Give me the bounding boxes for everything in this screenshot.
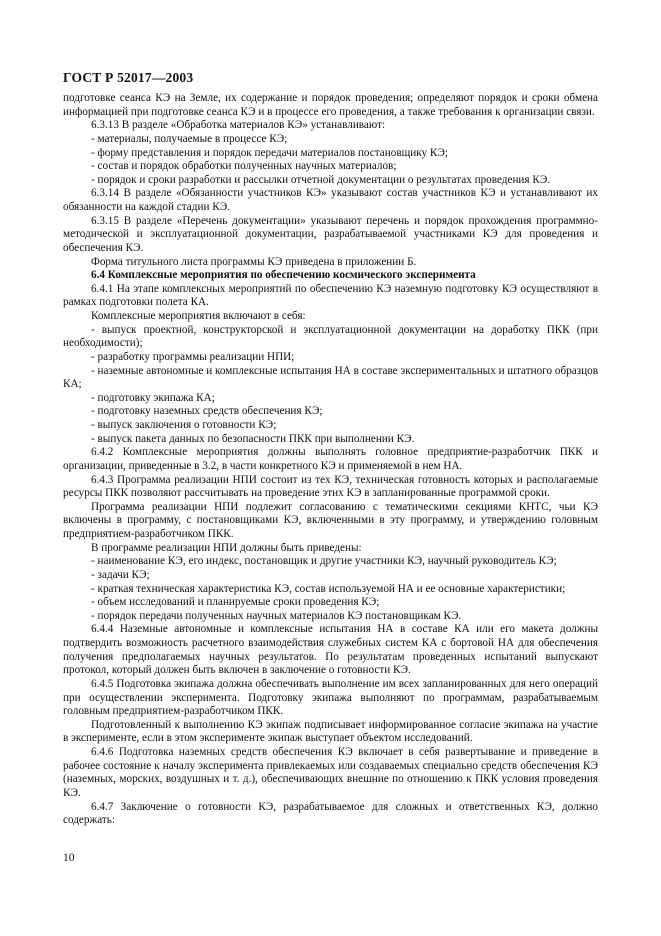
paragraph: 6.4.1 На этапе комплексных мероприятий по обеспечению КЭ наземную подготовку КЭ осуществляют в рамках подготовки полета КА. bbox=[63, 282, 598, 309]
paragraph: - порядок передачи полученных научных материалов КЭ постановщикам КЭ. bbox=[91, 609, 462, 622]
paragraph: Форма титульного листа программы КЭ приведена в приложении Б. bbox=[91, 255, 417, 268]
paragraph: 6.3.15 В разделе «Перечень документации» указывают перечень и порядок прохождения программно-методической и эксплуатационной документации, разрабатываемой участниками КЭ для проведения и обеспечения КЭ. bbox=[63, 214, 598, 254]
paragraph: - порядок и сроки разработки и рассылки отчетной документации о результатах проведения КЭ. bbox=[91, 173, 551, 186]
paragraph: 6.3.13 В разделе «Обработка материалов КЭ» устанавливают: bbox=[91, 119, 386, 132]
paragraph: 6.4.2 Комплексные мероприятия должны выполнять головное предприятие-разработчик ПКК и организации, приведенные в 3.2, в части конкретного КЭ и применяемой в нем НА. bbox=[63, 446, 598, 472]
paragraph: Программа реализации НПИ подлежит согласованию с тематическими секциями КНТС, чьи КЭ включены в программу, с постановщиками КЭ, включенными в эту программу, и утверждению головным предприятием-разработчиком ПКК. bbox=[63, 500, 598, 540]
page-header: ГОСТ Р 52017—2003 bbox=[63, 70, 194, 85]
paragraph: 6.4.3 Программа реализации НПИ состоит из тех КЭ, техническая готовность которых и располагаемые ресурсы ПКК позволяют рассчитывать на проведение этих КЭ в запланированные программой сроки. bbox=[63, 473, 598, 500]
paragraph: - краткая техническая характеристика КЭ, состав используемой НА и ее основные характеристики; bbox=[91, 582, 566, 595]
paragraph: 6.4.6 Подготовка наземных средств обеспечения КЭ включает в себя развертывание и приведение в рабочее состояние к началу эксперимента привлекаемых или создаваемых специально средств обеспечения КЭ (наземных, морских, воздушных и т. д.), обеспечивающих внешние по отношению к ПКК условия проведения КЭ. bbox=[63, 746, 598, 799]
paragraph: - задачи КЭ; bbox=[91, 568, 150, 581]
paragraph: Подготовленный к выполнению КЭ экипаж подписывает информированное согласие экипажа на участие в эксперименте, если в этом эксперименте экипаж выступает объектом исследований. bbox=[63, 718, 598, 745]
page-number: 10 bbox=[63, 852, 75, 864]
paragraph: - форму представления и порядок передачи материалов постановщику КЭ; bbox=[91, 146, 448, 159]
paragraph: В программе реализации НПИ должны быть приведены: bbox=[91, 541, 362, 554]
paragraph: Комплексные мероприятия включают в себя: bbox=[91, 310, 306, 322]
paragraph: 6.4.7 Заключение о готовности КЭ, разрабатываемое для сложных и ответственных КЭ, должно содержать: bbox=[63, 800, 598, 827]
paragraph: - наземные автономные и комплексные испытания НА в составе экспериментальных и штатного образцов КА; bbox=[63, 364, 598, 391]
paragraph: - выпуск пакета данных по безопасности ПКК при выполнении КЭ. bbox=[91, 432, 415, 445]
paragraph: 6.3.14 В разделе «Обязанности участников КЭ» указывают состав участников КЭ и устанавливают их обязанности на каждой стадии КЭ. bbox=[63, 187, 598, 213]
paragraph: 6.4.5 Подготовка экипажа должна обеспечивать выполнение им всех запланированных для него операций при осуществлении эксперимента. Подготовку экипажа выполняют по программам, разрабатываемым головным предприятием-разработчиком ПКК. bbox=[63, 677, 598, 718]
paragraph: - подготовку экипажа КА; bbox=[91, 391, 215, 404]
paragraph: - объем исследований и планируемые сроки проведения КЭ; bbox=[91, 596, 380, 609]
paragraph: - наименование КЭ, его индекс, постановщик и другие участники КЭ, научный руководитель КЭ; bbox=[91, 555, 557, 568]
paragraph: - выпуск заключения о готовности КЭ; bbox=[91, 419, 277, 431]
paragraph: 6.4.4 Наземные автономные и комплексные испытания НА в составе КА или его макета должны подтвердить возможность расчетного взаимодействия служебных систем КА с бортовой НА для обеспечения получения предполагаемых научных результатов. По результатам проведенных испытаний выпускают протокол, который должен быть включен в заключение о готовности КЭ. bbox=[63, 623, 598, 677]
section-heading: 6.4 Комплексные мероприятия по обеспечению космического эксперимента bbox=[91, 269, 476, 282]
paragraph: подготовке сеанса КЭ на Земле, их содержание и порядок проведения; определяют порядок и сроки обмена информацией при подготовке сеанса КЭ и в процессе его проведения, а также требования к организации связи. bbox=[63, 92, 598, 118]
paragraph: - разработку программы реализации НПИ; bbox=[91, 350, 295, 363]
paragraph: - выпуск проектной, конструкторской и эксплуатационной документации на доработку ПКК (при необходимости); bbox=[63, 323, 598, 350]
paragraph: - подготовку наземных средств обеспечения КЭ; bbox=[91, 405, 323, 418]
paragraph: - состав и порядок обработки полученных научных материалов; bbox=[91, 160, 397, 173]
document-body bbox=[63, 92, 598, 828]
paragraph: - материалы, получаемые в процессе КЭ; bbox=[91, 132, 288, 145]
